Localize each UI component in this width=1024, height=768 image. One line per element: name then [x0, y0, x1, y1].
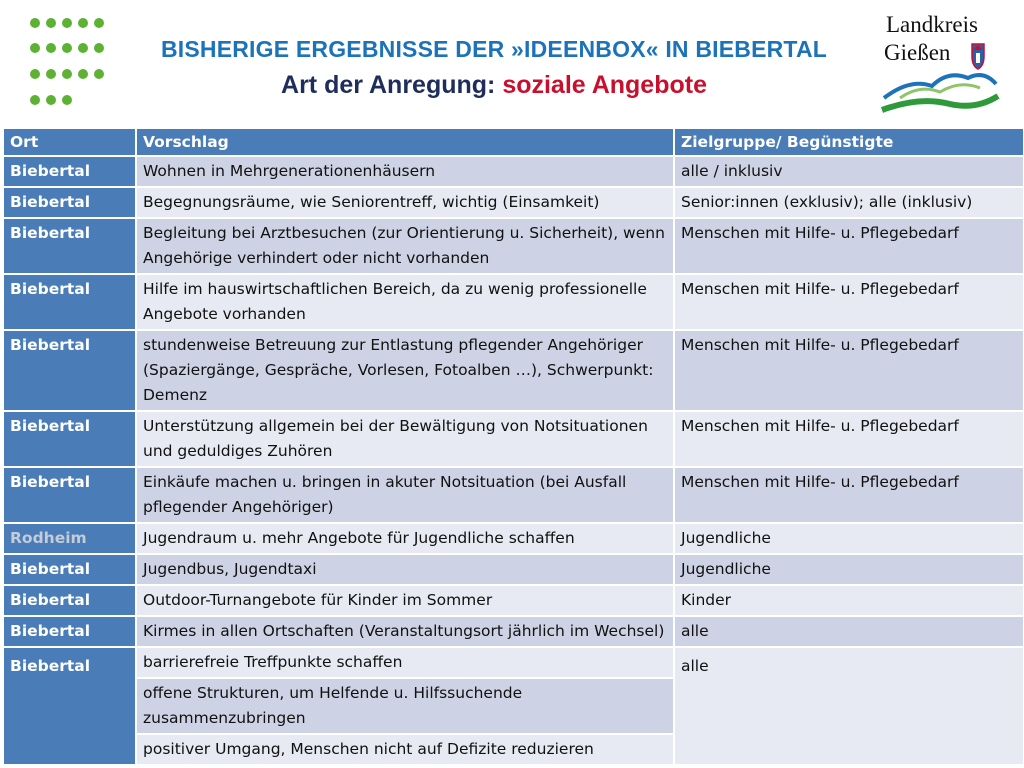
dot [46, 69, 56, 79]
cell-ort: Biebertal [3, 467, 136, 523]
dot [78, 69, 88, 79]
dot [62, 69, 72, 79]
slide-title: BISHERIGE ERGEBNISSE DER »IDEENBOX« IN BIEBERTAL [160, 36, 828, 62]
cell-zielgruppe: Jugendliche [674, 554, 1024, 585]
table-row [3, 156, 1024, 187]
dot [30, 18, 40, 28]
subtitle-accent: soziale Angebote [502, 71, 707, 99]
cell-zielgruppe: Senior:innen (exklusiv); alle (inklusiv) [674, 187, 1024, 218]
dot [46, 18, 56, 28]
cell-vorschlag: Einkäufe machen u. bringen in akuter Notsituation (bei Ausfall pflegender Angehöriger) [136, 467, 674, 523]
cell-zielgruppe: Menschen mit Hilfe- u. Pflegebedarf [674, 411, 1024, 467]
cell-vorschlag: stundenweise Betreuung zur Entlastung pflegender Angehöriger (Spaziergänge, Gespräche, Vorlesen, Fotoalben …), Schwerpunkt: Demenz [136, 330, 674, 411]
table-header-row [3, 128, 1024, 156]
dot [30, 95, 40, 105]
cell-zielgruppe: Menschen mit Hilfe- u. Pflegebedarf [674, 330, 1024, 411]
cell-zielgruppe: Jugendliche [674, 523, 1024, 554]
header-ort: Ort [3, 128, 136, 156]
table-row [3, 585, 1024, 616]
dot [62, 95, 72, 105]
subtitle-prefix: Art der Anregung: [281, 71, 496, 99]
landkreis-giessen-logo [880, 12, 1000, 124]
cell-ort: Biebertal [3, 274, 136, 330]
cell-ort: Biebertal [3, 554, 136, 585]
table-row [3, 274, 1024, 330]
cell-vorschlag: Begegnungsräume, wie Seniorentreff, wichtig (Einsamkeit) [136, 187, 674, 218]
table-row [3, 523, 1024, 554]
suggestions-table [2, 127, 1024, 766]
cell-zielgruppe: alle [674, 647, 1024, 765]
dot [62, 18, 72, 28]
cell-ort: Biebertal [3, 647, 136, 765]
cell-ort: Biebertal [3, 218, 136, 274]
cell-zielgruppe: Kinder [674, 585, 1024, 616]
table-row [3, 616, 1024, 647]
cell-ort: Biebertal [3, 156, 136, 187]
shield-bar [976, 53, 980, 63]
cell-vorschlag-item: offene Strukturen, um Helfende u. Hilfssuchende zusammenzubringen [136, 678, 674, 734]
table-row [3, 554, 1024, 585]
cell-ort: Biebertal [3, 585, 136, 616]
cell-zielgruppe: alle / inklusiv [674, 156, 1024, 187]
dot [46, 95, 56, 105]
hill-line-lightgreen [900, 85, 980, 98]
cell-vorschlag: Unterstützung allgemein bei der Bewältigung von Notsituationen und geduldiges Zuhören [136, 411, 674, 467]
cell-zielgruppe: Menschen mit Hilfe- u. Pflegebedarf [674, 218, 1024, 274]
cell-zielgruppe: Menschen mit Hilfe- u. Pflegebedarf [674, 467, 1024, 523]
cell-zielgruppe: alle [674, 616, 1024, 647]
table-row [3, 218, 1024, 274]
table-row [3, 330, 1024, 411]
cell-vorschlag: Wohnen in Mehrgenerationenhäusern [136, 156, 674, 187]
dot [30, 69, 40, 79]
cell-ort: Biebertal [3, 330, 136, 411]
slide-subtitle [124, 71, 864, 100]
cell-vorschlag-item: positiver Umgang, Menschen nicht auf Defizite reduzieren [136, 734, 674, 765]
dot [94, 69, 104, 79]
cell-ort: Biebertal [3, 187, 136, 218]
cell-ort: Biebertal [3, 411, 136, 467]
dot [62, 43, 72, 53]
table-row [3, 647, 1024, 678]
hill-line-green [882, 96, 998, 110]
dot [78, 18, 88, 28]
header-zielgruppe: Zielgruppe/ Begünstigte [674, 128, 1024, 156]
cell-vorschlag: Hilfe im hauswirtschaftlichen Bereich, da zu wenig professionelle Angebote vorhanden [136, 274, 674, 330]
cell-vorschlag: Outdoor-Turnangebote für Kinder im Sommer [136, 585, 674, 616]
cell-vorschlag-item: barrierefreie Treffpunkte schaffen [136, 647, 674, 678]
dot [94, 18, 104, 28]
table-row [3, 187, 1024, 218]
table-row [3, 467, 1024, 523]
cell-vorschlag: Jugendbus, Jugendtaxi [136, 554, 674, 585]
cell-vorschlag: Jugendraum u. mehr Angebote für Jugendliche schaffen [136, 523, 674, 554]
cell-ort: Biebertal [3, 616, 136, 647]
logo-text-giessen: Gießen [884, 40, 951, 65]
dot [94, 43, 104, 53]
cell-zielgruppe: Menschen mit Hilfe- u. Pflegebedarf [674, 274, 1024, 330]
cell-vorschlag: Begleitung bei Arztbesuchen (zur Orientierung u. Sicherheit), wenn Angehörige verhindert oder nicht vorhanden [136, 218, 674, 274]
dot [78, 43, 88, 53]
cell-vorschlag: Kirmes in allen Ortschaften (Veranstaltungsort jährlich im Wechsel) [136, 616, 674, 647]
table-row [3, 411, 1024, 467]
header-vorschlag: Vorschlag [136, 128, 674, 156]
logo-text-landkreis: Landkreis [886, 12, 978, 37]
cell-ort: Rodheim [3, 523, 136, 554]
dot [30, 43, 40, 53]
dot [46, 43, 56, 53]
